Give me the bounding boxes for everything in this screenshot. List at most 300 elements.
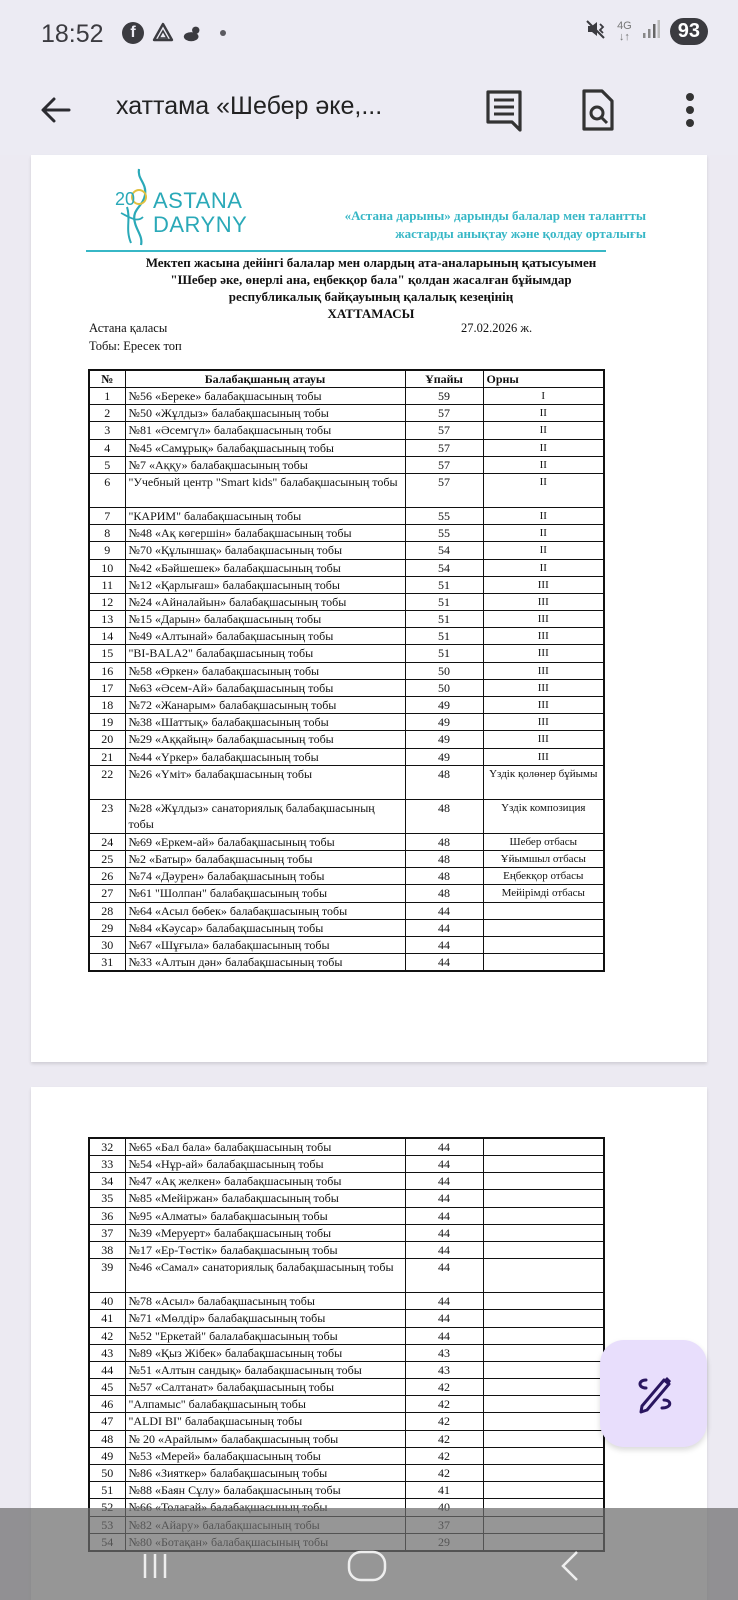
kindergarten-name: №12 «Қарлығаш» балабақшасының тобы	[125, 576, 405, 593]
kindergarten-name: № 20 «Арайлым» балабақшасының тобы	[125, 1430, 405, 1447]
score: 44	[405, 1327, 483, 1344]
table-row	[89, 902, 604, 919]
org-line-2: жастарды анықтау және қолдау орталығы	[395, 226, 646, 241]
place	[483, 1156, 604, 1173]
table-row	[89, 1361, 604, 1378]
svg-text:20: 20	[115, 189, 136, 209]
row-number: 24	[89, 833, 125, 850]
row-number: 34	[89, 1173, 125, 1190]
kindergarten-name: №44 «Үркер» балабақшасының тобы	[125, 748, 405, 765]
row-number: 15	[89, 645, 125, 662]
kindergarten-name: "Учебный центр "Smart kids" балабақшасының тобы	[125, 473, 405, 507]
kindergarten-name: "BI-BALA2" балабақшасының тобы	[125, 645, 405, 662]
place: III	[483, 697, 604, 714]
place	[483, 1310, 604, 1327]
comment-icon	[484, 88, 524, 132]
score: 57	[405, 439, 483, 456]
kindergarten-name: №56 «Береке» балабақшасының тобы	[125, 388, 405, 405]
row-number: 33	[89, 1156, 125, 1173]
score: 42	[405, 1430, 483, 1447]
kindergarten-name: №74 «Дәурен» балабақшасының тобы	[125, 868, 405, 885]
org-line-1: «Астана дарыны» дарынды балалар мен талантты	[344, 208, 646, 223]
document-page-1[interactable]	[31, 155, 707, 1062]
score: 50	[405, 662, 483, 679]
table-header-row	[89, 370, 604, 388]
score: 54	[405, 542, 483, 559]
score: 49	[405, 748, 483, 765]
score: 57	[405, 422, 483, 439]
document-search-icon	[580, 88, 616, 132]
mute-vibrate-icon	[585, 18, 607, 45]
kindergarten-name: №63 «Әсем-Ай» балабақшасының тобы	[125, 679, 405, 696]
table-row	[89, 611, 604, 628]
kindergarten-name: №51 «Алтын сандық» балабақшасының тобы	[125, 1361, 405, 1378]
table-row	[89, 1310, 604, 1327]
row-number: 51	[89, 1482, 125, 1499]
row-number: 12	[89, 593, 125, 610]
place: II	[483, 473, 604, 507]
table-row	[89, 628, 604, 645]
table-row	[89, 765, 604, 799]
score: 43	[405, 1344, 483, 1361]
logo-text-daryny: DARYNY	[153, 212, 248, 237]
place: Үздік қолөнер бұйымы	[483, 765, 604, 799]
place: II	[483, 525, 604, 542]
header-score: Ұпайы	[405, 370, 483, 388]
kindergarten-name: №67 «Шұғыла» балабақшасының тобы	[125, 936, 405, 953]
table-row	[89, 525, 604, 542]
comments-button[interactable]	[482, 88, 526, 132]
heading-line-3: республикалық байқауының қалалық кезеңінің	[228, 289, 514, 304]
row-number: 29	[89, 919, 125, 936]
group-label: Тобы: Ересек топ	[89, 339, 182, 353]
document-title: хаттама «Шебер әке,...	[116, 92, 383, 120]
row-number: 32	[89, 1138, 125, 1156]
home-icon	[345, 1548, 395, 1584]
row-number: 5	[89, 456, 125, 473]
place	[483, 1327, 604, 1344]
place: III	[483, 679, 604, 696]
logo-emblem-icon	[113, 167, 157, 247]
row-number: 28	[89, 902, 125, 919]
score: 55	[405, 525, 483, 542]
place	[483, 954, 604, 972]
row-number: 18	[89, 697, 125, 714]
back-button[interactable]	[36, 90, 76, 130]
row-number: 14	[89, 628, 125, 645]
row-number: 20	[89, 731, 125, 748]
row-number: 35	[89, 1190, 125, 1207]
find-in-document-button[interactable]	[576, 88, 620, 132]
table-row	[89, 833, 604, 850]
place	[483, 1482, 604, 1499]
place: III	[483, 748, 604, 765]
row-number: 42	[89, 1327, 125, 1344]
recents-button[interactable]	[140, 1548, 180, 1588]
back-arrow-icon	[36, 90, 76, 130]
table-row	[89, 679, 604, 696]
place: III	[483, 576, 604, 593]
table-row	[89, 422, 604, 439]
table-row	[89, 542, 604, 559]
score: 49	[405, 714, 483, 731]
kindergarten-name: №78 «Асыл» балабақшасының тобы	[125, 1293, 405, 1310]
place	[483, 1293, 604, 1310]
score: 42	[405, 1413, 483, 1430]
document-heading	[71, 254, 671, 322]
header-number: №	[89, 370, 125, 388]
kindergarten-name: №47 «Ақ желкен» балабақшасының тобы	[125, 1173, 405, 1190]
place	[483, 1207, 604, 1224]
score: 44	[405, 902, 483, 919]
score: 42	[405, 1465, 483, 1482]
kindergarten-name: №69 «Еркем-ай» балабақшасының тобы	[125, 833, 405, 850]
row-number: 46	[89, 1396, 125, 1413]
heading-line-2: "Шебер әке, өнерлі ана, еңбекқор бала" қолдан жасалған бұйымдар	[170, 272, 572, 287]
kindergarten-name: №95 «Алматы» балабақшасының тобы	[125, 1207, 405, 1224]
table-row	[89, 1327, 604, 1344]
row-number: 40	[89, 1293, 125, 1310]
kindergarten-name: №65 «Бал бала» балабақшасының тобы	[125, 1138, 405, 1156]
table-row	[89, 1190, 604, 1207]
logo-text-astana: ASTANA	[153, 188, 243, 213]
table-row	[89, 748, 604, 765]
row-number: 3	[89, 422, 125, 439]
score: 44	[405, 1156, 483, 1173]
kindergarten-name: №29 «Аққайың» балабақшасының тобы	[125, 731, 405, 748]
score: 44	[405, 1190, 483, 1207]
nav-back-icon	[555, 1548, 585, 1584]
place: III	[483, 645, 604, 662]
row-number: 22	[89, 765, 125, 799]
date-label: 27.02.2026 ж.	[461, 321, 533, 335]
place	[483, 1259, 604, 1293]
score: 44	[405, 1293, 483, 1310]
network-indicator: 4G ↓↑	[617, 19, 632, 43]
score: 57	[405, 456, 483, 473]
kindergarten-name: №7 «Аққу» балабақшасының тобы	[125, 456, 405, 473]
row-number: 39	[89, 1259, 125, 1293]
table-row	[89, 405, 604, 422]
kindergarten-name: №71 «Мөлдір» балабақшасының тобы	[125, 1310, 405, 1327]
kindergarten-name: №61 "Шолпан" балабақшасының тобы	[125, 885, 405, 902]
row-number: 43	[89, 1344, 125, 1361]
place	[483, 1430, 604, 1447]
table-row	[89, 1156, 604, 1173]
table-row	[89, 799, 604, 833]
place	[483, 1465, 604, 1482]
place	[483, 1413, 604, 1430]
place	[483, 1138, 604, 1156]
row-number: 10	[89, 559, 125, 576]
kindergarten-name: №39 «Меруерт» балабақшасының тобы	[125, 1224, 405, 1241]
kindergarten-name: №57 «Салтанат» балабақшасының тобы	[125, 1379, 405, 1396]
score: 51	[405, 645, 483, 662]
more-options-button[interactable]	[668, 88, 712, 132]
kindergarten-name: №33 «Алтын дән» балабақшасының тобы	[125, 954, 405, 972]
notification-dot-icon	[220, 30, 226, 36]
facebook-icon: f	[122, 22, 144, 44]
row-number: 47	[89, 1413, 125, 1430]
kindergarten-name: №64 «Асыл бөбек» балабақшасының тобы	[125, 902, 405, 919]
kindergarten-name: №81 «Әсемгүл» балабақшасының тобы	[125, 422, 405, 439]
kindergarten-name: №46 «Самал» санаториялық балабақшасының тобы	[125, 1259, 405, 1293]
kindergarten-name: №70 «Құлыншақ» балабақшасының тобы	[125, 542, 405, 559]
kindergarten-name: №26 «Үміт» балабақшасының тобы	[125, 765, 405, 799]
score: 48	[405, 850, 483, 867]
header-kindergarten-name: Балабақшаның атауы	[125, 370, 405, 388]
table-row	[89, 456, 604, 473]
battery-level: 93	[670, 18, 708, 45]
score: 42	[405, 1379, 483, 1396]
edit-pen-icon	[632, 1372, 676, 1416]
place	[483, 1344, 604, 1361]
kindergarten-name: №84 «Кәусар» балабақшасының тобы	[125, 919, 405, 936]
table-row	[89, 1293, 604, 1310]
place: II	[483, 439, 604, 456]
kindergarten-name: №88 «Баян Сұлу» балабақшасының тобы	[125, 1482, 405, 1499]
place: Ұйымшыл отбасы	[483, 850, 604, 867]
score: 48	[405, 885, 483, 902]
row-number: 7	[89, 507, 125, 524]
table-row	[89, 868, 604, 885]
table-row	[89, 919, 604, 936]
place	[483, 1361, 604, 1378]
table-row	[89, 576, 604, 593]
kindergarten-name: №24 «Айналайын» балабақшасының тобы	[125, 593, 405, 610]
score: 49	[405, 697, 483, 714]
place: II	[483, 507, 604, 524]
place: III	[483, 662, 604, 679]
row-number: 4	[89, 439, 125, 456]
row-number: 1	[89, 388, 125, 405]
score: 44	[405, 1259, 483, 1293]
kindergarten-name: №58 «Өркен» балабақшасының тобы	[125, 662, 405, 679]
kindergarten-name: №15 «Дарын» балабақшасының тобы	[125, 611, 405, 628]
place	[483, 1190, 604, 1207]
row-number: 45	[89, 1379, 125, 1396]
score: 48	[405, 868, 483, 885]
place: II	[483, 559, 604, 576]
row-number: 27	[89, 885, 125, 902]
kindergarten-name: №89 «Қыз Жібек» балабақшасының тобы	[125, 1344, 405, 1361]
table-row	[89, 507, 604, 524]
table-row	[89, 559, 604, 576]
table-row	[89, 697, 604, 714]
place: III	[483, 731, 604, 748]
table-row	[89, 1207, 604, 1224]
kindergarten-name: №50 «Жұлдыз» балабақшасының тобы	[125, 405, 405, 422]
row-number: 6	[89, 473, 125, 507]
place: Шебер отбасы	[483, 833, 604, 850]
score: 48	[405, 765, 483, 799]
table-row	[89, 936, 604, 953]
place	[483, 1173, 604, 1190]
place	[483, 919, 604, 936]
score: 51	[405, 593, 483, 610]
score: 44	[405, 919, 483, 936]
kindergarten-name: №85 «Мейіржан» балабақшасының тобы	[125, 1190, 405, 1207]
app-bar	[0, 70, 738, 155]
table-row	[89, 954, 604, 972]
table-row	[89, 1344, 604, 1361]
table-row	[89, 662, 604, 679]
header-divider	[86, 250, 606, 252]
astana-daryny-logo	[113, 167, 263, 247]
row-number: 26	[89, 868, 125, 885]
table-row	[89, 885, 604, 902]
place: III	[483, 628, 604, 645]
place	[483, 1396, 604, 1413]
table-row	[89, 645, 604, 662]
kindergarten-name: №42 «Бәйшешек» балабақшасының тобы	[125, 559, 405, 576]
row-number: 2	[89, 405, 125, 422]
place: Еңбекқор отбасы	[483, 868, 604, 885]
table-row	[89, 1379, 604, 1396]
kindergarten-name: №38 «Шаттық» балабақшасының тобы	[125, 714, 405, 731]
score: 51	[405, 576, 483, 593]
table-row	[89, 1396, 604, 1413]
organization-name	[286, 207, 646, 243]
kindergarten-name: №2 «Батыр» балабақшасының тобы	[125, 850, 405, 867]
score: 42	[405, 1447, 483, 1464]
clock: 18:52	[41, 20, 104, 48]
place	[483, 902, 604, 919]
results-table-page-1	[88, 369, 605, 972]
kindergarten-name: "КАРИМ" балабақшасының тобы	[125, 507, 405, 524]
kindergarten-name: "Алпамыс" балабақшасының тобы	[125, 1396, 405, 1413]
kindergarten-name: №45 «Самұрық» балабақшасының тобы	[125, 439, 405, 456]
kindergarten-name: "ALDI BI" балабақшасының тобы	[125, 1413, 405, 1430]
row-number: 13	[89, 611, 125, 628]
table-row	[89, 1482, 604, 1499]
header-place: Орны	[483, 370, 604, 388]
place: II	[483, 542, 604, 559]
score: 44	[405, 1138, 483, 1156]
place: III	[483, 714, 604, 731]
row-number: 25	[89, 850, 125, 867]
score: 50	[405, 679, 483, 696]
score: 57	[405, 405, 483, 422]
table-row	[89, 1430, 604, 1447]
kindergarten-name: №52 "Еркетай" балалабақшасының тобы	[125, 1327, 405, 1344]
table-row	[89, 388, 604, 405]
score: 55	[405, 507, 483, 524]
row-number: 8	[89, 525, 125, 542]
row-number: 11	[89, 576, 125, 593]
table-row	[89, 714, 604, 731]
kindergarten-name: №28 «Жұлдыз» санаториялық балабақшасының тобы	[125, 799, 405, 833]
score: 44	[405, 1310, 483, 1327]
score: 51	[405, 628, 483, 645]
place: Үздік композиция	[483, 799, 604, 833]
more-vert-icon	[684, 92, 696, 128]
signal-icon	[642, 19, 660, 44]
row-number: 31	[89, 954, 125, 972]
table-row	[89, 1138, 604, 1156]
place: Мейірімді отбасы	[483, 885, 604, 902]
table-row	[89, 1259, 604, 1293]
score: 42	[405, 1396, 483, 1413]
place: I	[483, 388, 604, 405]
heading-title: ХАТТАМАСЫ	[327, 306, 415, 321]
row-number: 16	[89, 662, 125, 679]
network-type: 4G	[617, 19, 632, 32]
system-navigation-bar	[0, 1508, 738, 1600]
place: II	[483, 422, 604, 439]
row-number: 9	[89, 542, 125, 559]
row-number: 36	[89, 1207, 125, 1224]
score: 57	[405, 473, 483, 507]
row-number: 48	[89, 1430, 125, 1447]
results-table-page-2	[88, 1137, 605, 1552]
kindergarten-name: №48 «Ақ көгершін» балабақшасының тобы	[125, 525, 405, 542]
edit-fab-button[interactable]	[600, 1340, 707, 1447]
score: 43	[405, 1361, 483, 1378]
score: 48	[405, 799, 483, 833]
place	[483, 1241, 604, 1258]
nav-back-button[interactable]	[555, 1548, 595, 1588]
status-bar	[0, 0, 738, 70]
score: 59	[405, 388, 483, 405]
place: II	[483, 405, 604, 422]
table-row	[89, 1224, 604, 1241]
row-number: 23	[89, 799, 125, 833]
score: 54	[405, 559, 483, 576]
city-label: Астана қаласы	[89, 321, 168, 335]
table-row	[89, 1173, 604, 1190]
place: III	[483, 611, 604, 628]
score: 51	[405, 611, 483, 628]
score: 44	[405, 954, 483, 972]
row-number: 50	[89, 1465, 125, 1482]
row-number: 21	[89, 748, 125, 765]
kindergarten-name: №54 «Нұр-ай» балабақшасының тобы	[125, 1156, 405, 1173]
place	[483, 1379, 604, 1396]
place: III	[483, 593, 604, 610]
table-row	[89, 1413, 604, 1430]
weather-icon	[182, 22, 204, 44]
table-row	[89, 473, 604, 507]
row-number: 41	[89, 1310, 125, 1327]
row-number: 49	[89, 1447, 125, 1464]
place	[483, 1447, 604, 1464]
heading-line-1: Мектеп жасына дейінгі балалар мен олардың ата-аналарының қатысуымен	[145, 255, 597, 270]
row-number: 19	[89, 714, 125, 731]
row-number: 30	[89, 936, 125, 953]
score: 49	[405, 731, 483, 748]
table-row	[89, 1241, 604, 1258]
home-button[interactable]	[345, 1548, 395, 1588]
row-number: 17	[89, 679, 125, 696]
table-row	[89, 1465, 604, 1482]
table-row	[89, 439, 604, 456]
kindergarten-name: №72 «Жанарым» балабақшасының тобы	[125, 697, 405, 714]
score: 48	[405, 833, 483, 850]
place	[483, 936, 604, 953]
score: 44	[405, 1241, 483, 1258]
score: 44	[405, 936, 483, 953]
table-row	[89, 593, 604, 610]
kindergarten-name: №86 «Зияткер» балабақшасының тобы	[125, 1465, 405, 1482]
score: 44	[405, 1173, 483, 1190]
row-number: 44	[89, 1361, 125, 1378]
kindergarten-name: №53 «Мерей» балабақшасының тобы	[125, 1447, 405, 1464]
kindergarten-name: №17 «Ер-Төстік» балабақшасының тобы	[125, 1241, 405, 1258]
score: 44	[405, 1207, 483, 1224]
row-number: 38	[89, 1241, 125, 1258]
score: 41	[405, 1482, 483, 1499]
